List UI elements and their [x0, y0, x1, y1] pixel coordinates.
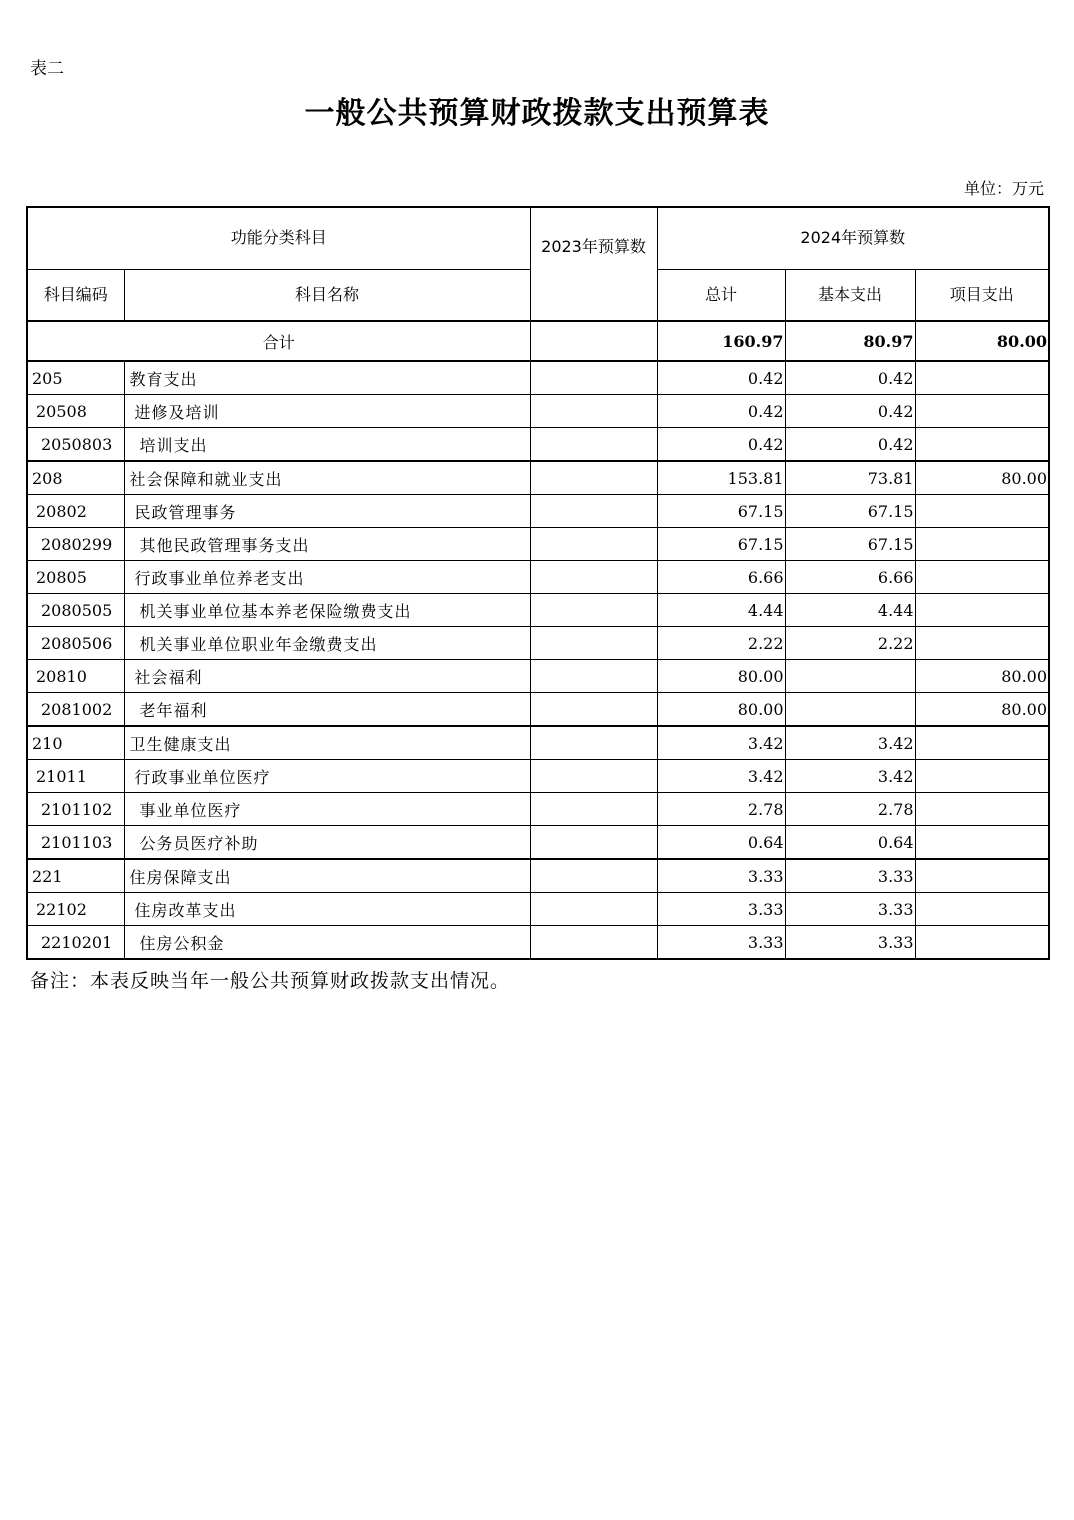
row-prev-year	[530, 693, 657, 727]
row-prev-year	[530, 760, 657, 793]
row-prev-year	[530, 361, 657, 395]
row-project: 80.00	[915, 461, 1049, 495]
row-prev-year	[530, 461, 657, 495]
row-total: 2.78	[657, 793, 785, 826]
row-code: 21011	[27, 760, 124, 793]
row-code: 20802	[27, 495, 124, 528]
row-name: 社会福利	[124, 660, 530, 693]
table-row	[27, 361, 1049, 395]
row-basic: 0.42	[785, 361, 915, 395]
row-name: 行政事业单位医疗	[124, 760, 530, 793]
row-prev-year	[530, 826, 657, 860]
row-total: 153.81	[657, 461, 785, 495]
row-code: 2101102	[27, 793, 124, 826]
row-project	[915, 926, 1049, 960]
table-row	[27, 495, 1049, 528]
row-total: 80.00	[657, 693, 785, 727]
row-prev-year	[530, 395, 657, 428]
row-basic: 3.33	[785, 893, 915, 926]
row-name: 事业单位医疗	[124, 793, 530, 826]
row-code: 210	[27, 726, 124, 760]
row-project	[915, 826, 1049, 860]
row-name: 公务员医疗补助	[124, 826, 530, 860]
row-project	[915, 760, 1049, 793]
row-code: 2101103	[27, 826, 124, 860]
row-project: 80.00	[915, 693, 1049, 727]
table-row	[27, 528, 1049, 561]
row-code: 2081002	[27, 693, 124, 727]
row-prev-year	[530, 594, 657, 627]
table-row	[27, 893, 1049, 926]
table-row	[27, 760, 1049, 793]
footnote: 备注：本表反映当年一般公共预算财政拨款支出情况。	[30, 970, 511, 992]
row-project	[915, 793, 1049, 826]
row-project	[915, 395, 1049, 428]
row-name: 住房保障支出	[124, 859, 530, 893]
row-code: 208	[27, 461, 124, 495]
row-total: 80.00	[657, 660, 785, 693]
row-total: 0.64	[657, 826, 785, 860]
row-prev-year	[530, 428, 657, 462]
row-prev-year	[530, 495, 657, 528]
row-name: 住房公积金	[124, 926, 530, 960]
row-basic: 2.22	[785, 627, 915, 660]
table-row	[27, 826, 1049, 860]
total-prev	[530, 321, 657, 361]
row-basic: 3.33	[785, 859, 915, 893]
row-code: 221	[27, 859, 124, 893]
header-total: 总计	[657, 269, 785, 321]
row-basic: 0.42	[785, 395, 915, 428]
row-name: 机关事业单位职业年金缴费支出	[124, 627, 530, 660]
row-total: 67.15	[657, 495, 785, 528]
header-name: 科目名称	[124, 269, 530, 321]
row-project	[915, 561, 1049, 594]
row-total: 0.42	[657, 395, 785, 428]
row-project	[915, 361, 1049, 395]
row-basic: 73.81	[785, 461, 915, 495]
row-total: 67.15	[657, 528, 785, 561]
row-total: 3.42	[657, 760, 785, 793]
row-code: 205	[27, 361, 124, 395]
header-basic: 基本支出	[785, 269, 915, 321]
row-name: 教育支出	[124, 361, 530, 395]
row-basic: 67.15	[785, 495, 915, 528]
table-row	[27, 726, 1049, 760]
row-name: 机关事业单位基本养老保险缴费支出	[124, 594, 530, 627]
row-project	[915, 893, 1049, 926]
row-name: 卫生健康支出	[124, 726, 530, 760]
row-code: 20810	[27, 660, 124, 693]
document-label: 表二	[30, 59, 64, 79]
row-prev-year	[530, 859, 657, 893]
row-name: 培训支出	[124, 428, 530, 462]
unit-label: 单位：万元	[963, 179, 1044, 198]
row-name: 进修及培训	[124, 395, 530, 428]
table-row	[27, 461, 1049, 495]
row-code: 22102	[27, 893, 124, 926]
table-row	[27, 859, 1049, 893]
row-total: 4.44	[657, 594, 785, 627]
row-basic: 3.33	[785, 926, 915, 960]
row-code: 20805	[27, 561, 124, 594]
row-total: 6.66	[657, 561, 785, 594]
row-basic: 67.15	[785, 528, 915, 561]
table-row	[27, 627, 1049, 660]
row-name: 老年福利	[124, 693, 530, 727]
row-basic: 3.42	[785, 760, 915, 793]
row-prev-year	[530, 561, 657, 594]
header-code: 科目编码	[27, 269, 124, 321]
row-basic	[785, 693, 915, 727]
row-total: 0.42	[657, 361, 785, 395]
table-row	[27, 926, 1049, 960]
row-name: 其他民政管理事务支出	[124, 528, 530, 561]
header-prev-year: 2023年预算数	[530, 207, 657, 321]
header-project: 项目支出	[915, 269, 1049, 321]
row-project: 80.00	[915, 660, 1049, 693]
row-project	[915, 528, 1049, 561]
row-name: 行政事业单位养老支出	[124, 561, 530, 594]
row-total: 2.22	[657, 627, 785, 660]
row-code: 2080506	[27, 627, 124, 660]
row-code: 20508	[27, 395, 124, 428]
row-project	[915, 859, 1049, 893]
row-prev-year	[530, 926, 657, 960]
table-row	[27, 660, 1049, 693]
row-code: 2050803	[27, 428, 124, 462]
header-row-1	[27, 207, 1049, 269]
row-prev-year	[530, 528, 657, 561]
table-row	[27, 594, 1049, 627]
row-project	[915, 428, 1049, 462]
row-prev-year	[530, 726, 657, 760]
row-code: 2210201	[27, 926, 124, 960]
row-basic: 6.66	[785, 561, 915, 594]
row-prev-year	[530, 893, 657, 926]
row-code: 2080299	[27, 528, 124, 561]
row-basic: 0.42	[785, 428, 915, 462]
row-project	[915, 726, 1049, 760]
table-row	[27, 793, 1049, 826]
row-basic: 3.42	[785, 726, 915, 760]
row-basic	[785, 660, 915, 693]
header-curr-year: 2024年预算数	[657, 207, 1049, 269]
total-project: 80.00	[915, 321, 1049, 361]
row-total: 3.33	[657, 926, 785, 960]
row-project	[915, 495, 1049, 528]
budget-table	[26, 206, 1050, 960]
header-functional-category: 功能分类科目	[27, 207, 530, 269]
row-name: 社会保障和就业支出	[124, 461, 530, 495]
row-name: 住房改革支出	[124, 893, 530, 926]
row-total: 3.42	[657, 726, 785, 760]
table-row	[27, 395, 1049, 428]
row-code: 2080505	[27, 594, 124, 627]
row-total: 0.42	[657, 428, 785, 462]
row-prev-year	[530, 660, 657, 693]
table-row	[27, 561, 1049, 594]
row-project	[915, 627, 1049, 660]
row-total: 3.33	[657, 859, 785, 893]
row-basic: 2.78	[785, 793, 915, 826]
row-basic: 0.64	[785, 826, 915, 860]
row-project	[915, 594, 1049, 627]
total-total: 160.97	[657, 321, 785, 361]
row-prev-year	[530, 793, 657, 826]
table-row	[27, 428, 1049, 462]
row-prev-year	[530, 627, 657, 660]
page-title: 一般公共预算财政拨款支出预算表	[304, 96, 770, 131]
total-label: 合计	[27, 321, 530, 361]
row-total: 3.33	[657, 893, 785, 926]
total-row	[27, 321, 1049, 361]
table-row	[27, 693, 1049, 727]
total-basic: 80.97	[785, 321, 915, 361]
row-basic: 4.44	[785, 594, 915, 627]
row-name: 民政管理事务	[124, 495, 530, 528]
